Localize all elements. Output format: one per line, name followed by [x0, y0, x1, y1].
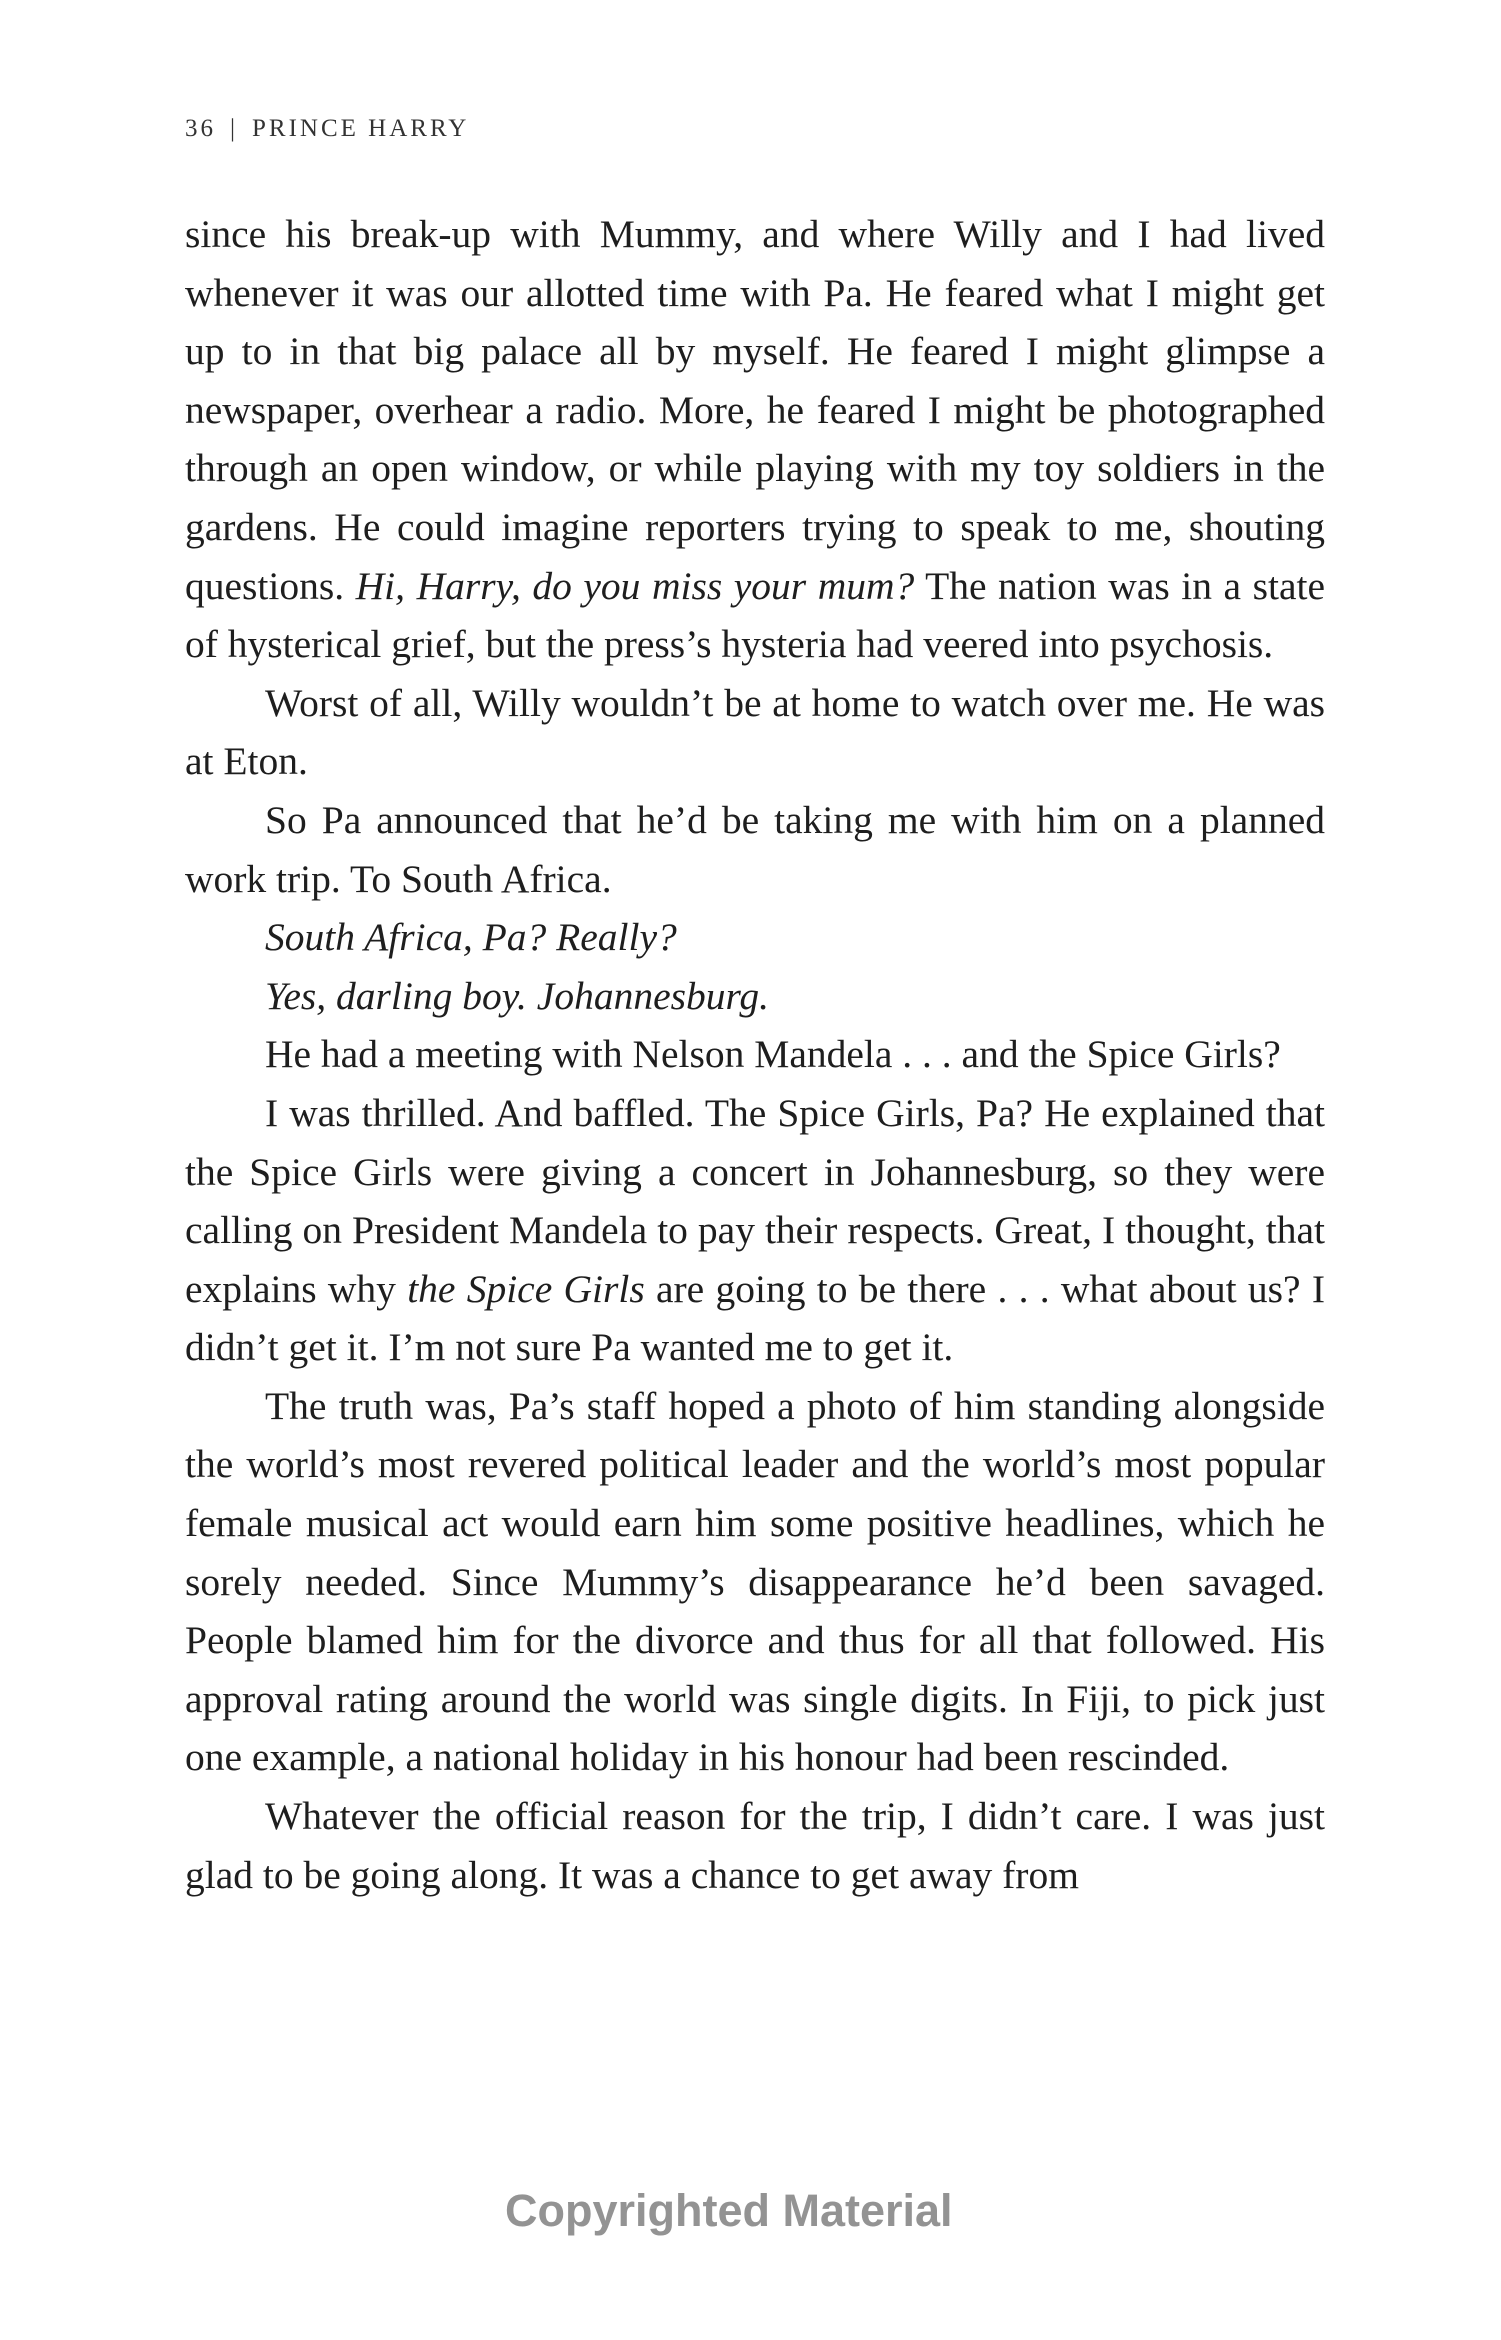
dialogue-answer: Yes, darling boy. Johannesburg.	[265, 973, 770, 1018]
paragraph-7-text: I was thrilled. And baffled. The Spice Girls, Pa? He explained that the Spice Girls were giving a concert in Johannesburg, so they were calling on President Mandela to pay their respects. Great, I thought, that explains why	[185, 1090, 1325, 1311]
running-head	[185, 115, 469, 143]
paragraph-6: He had a meeting with Nelson Mandela . . . and the Spice Girls?	[265, 1032, 1281, 1077]
paragraph-2: Worst of all, Willy wouldn’t be at home to watch over me. He was at Eton.	[185, 680, 1325, 784]
paragraph-9: Whatever the official reason for the trip, I didn’t care. I was just glad to be going along. It was a chance to get away from	[185, 1794, 1325, 1897]
paragraph-1-text: since his break-up with Mummy, and where Willy and I had lived whenever it was our allotted time with Pa. He feared what I might get up to in that big palace all by myself. He feared I might glimpse a newspaper, overhear a radio. More, he feared I might be photographed through an open window, or while playing with my toy soldiers in the gardens. He could imagine reporters trying to speak to me, shouting questions.	[185, 212, 1325, 608]
paragraph-1	[185, 205, 1325, 674]
paragraph-4-italic	[185, 908, 1325, 967]
running-title: PRINCE HARRY	[252, 115, 470, 142]
paragraph-1-end: The nation was in a state of hysterical grief, but the press’s hysteria had veered into psychosis.	[185, 563, 1325, 667]
paragraph-7-italic: the Spice Girls	[407, 1266, 645, 1311]
header-separator: |	[230, 115, 239, 142]
paragraph-7-end: are going to be there . . . what about us? I didn’t get it. I’m not sure Pa wanted me to get it.	[185, 1266, 1325, 1370]
paragraph-1-italic: Hi, Harry, do you miss your mum?	[355, 563, 915, 608]
paragraph-3: So Pa announced that he’d be taking me with him on a planned work trip. To South Africa.	[185, 797, 1325, 901]
paragraph-5-italic	[185, 967, 1325, 1026]
body-text	[185, 205, 1325, 1904]
paragraph-8: The truth was, Pa’s staff hoped a photo of him standing alongside the world’s most revered political leader and the world’s most popular female musical act would earn him some positive headlines, which he sorely needed. Since Mummy’s disappearance he’d been savaged. People blamed him for the divorce and thus for all that followed. His approval rating around the world was single digits. In Fiji, to pick just one example, a national holiday in his honour had been rescinded.	[185, 1383, 1325, 1780]
dialogue-question: South Africa, Pa? Really?	[265, 915, 677, 960]
copyright-watermark: Copyrighted Material	[505, 2185, 953, 2236]
page-number: 36	[185, 115, 216, 142]
paragraph-7	[185, 1084, 1325, 1377]
